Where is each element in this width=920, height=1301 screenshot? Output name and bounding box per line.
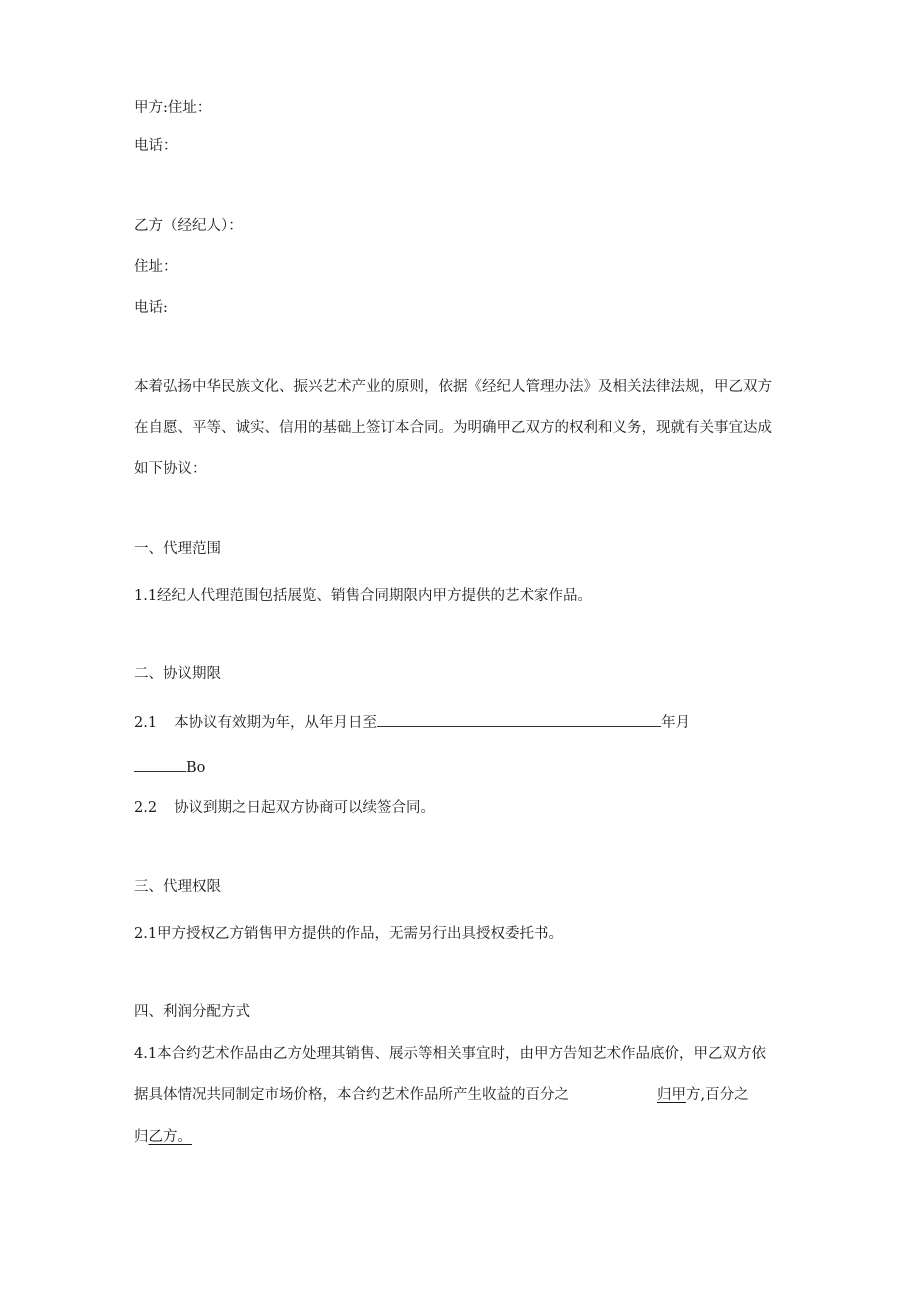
clause-2-1-continuation bbox=[134, 757, 205, 778]
section-1-heading: 一、代理范围 bbox=[134, 541, 221, 557]
party-a-phone-line: 电话： bbox=[134, 138, 178, 154]
clause-4-1-line-2 bbox=[134, 1085, 749, 1105]
clause-2-1-tail: 年月 bbox=[661, 715, 691, 731]
clause-3-2-1: 2.1甲方授权乙方销售甲方提供的作品，无需另行出具授权委托书。 bbox=[134, 926, 564, 942]
clause-2-2 bbox=[134, 798, 435, 818]
party-a-address-line: 甲方:住址： bbox=[134, 100, 212, 116]
clause-2-1-text: 本协议有效期为年，从年月日至 bbox=[174, 715, 378, 731]
party-b-title: 乙方（经纪人）： bbox=[134, 218, 243, 234]
section-4-heading: 四、利润分配方式 bbox=[134, 1004, 250, 1020]
preamble-line-3: 如下协议： bbox=[134, 461, 207, 477]
clause-2-2-number: 2.2 bbox=[134, 800, 158, 816]
preamble-line-1: 本着弘扬中华民族文化、振兴艺术产业的原则，依据《经纪人管理办法》及相关法律法规，甲乙双方 bbox=[134, 379, 772, 395]
date-blank-line bbox=[377, 712, 661, 727]
clause-4-1-line-3 bbox=[134, 1127, 192, 1147]
party-b-address-line: 住址： bbox=[134, 259, 178, 275]
party-b-share-underlined: 乙方。 bbox=[148, 1129, 192, 1145]
clause-1-1: 1.1经纪人代理范围包括展览、销售合同期限内甲方提供的艺术家作品。 bbox=[134, 588, 593, 604]
clause-4-1-line-3-text: 归 bbox=[134, 1129, 149, 1145]
clause-2-1 bbox=[134, 712, 690, 733]
preamble-line-2: 在自愿、平等、诚实、信用的基础上签订本合同。为明确甲乙双方的权利和义务，现就有关事宜达成 bbox=[134, 420, 772, 436]
clause-2-1-number: 2.1 bbox=[134, 715, 158, 731]
clause-4-1-line-2-tail: 方,百分之 bbox=[686, 1087, 749, 1103]
clause-2-1-end: Bo bbox=[186, 760, 206, 776]
day-blank-line bbox=[134, 757, 186, 772]
clause-2-2-text: 协议到期之日起双方协商可以续签合同。 bbox=[174, 800, 436, 816]
clause-4-1-line-2-text: 据具体情况共同制定市场价格，本合约艺术作品所产生收益的百分之 bbox=[134, 1087, 569, 1103]
party-a-share-underlined: 归甲 bbox=[657, 1087, 686, 1103]
section-2-heading: 二、协议期限 bbox=[134, 666, 221, 682]
section-3-heading: 三、代理权限 bbox=[134, 879, 221, 895]
party-b-phone-line: 电话: bbox=[134, 300, 168, 316]
clause-4-1-line-1: 4.1本合约艺术作品由乙方处理其销售、展示等相关事宜时，由甲方告知艺术作品底价，甲乙双方依 bbox=[134, 1046, 767, 1062]
